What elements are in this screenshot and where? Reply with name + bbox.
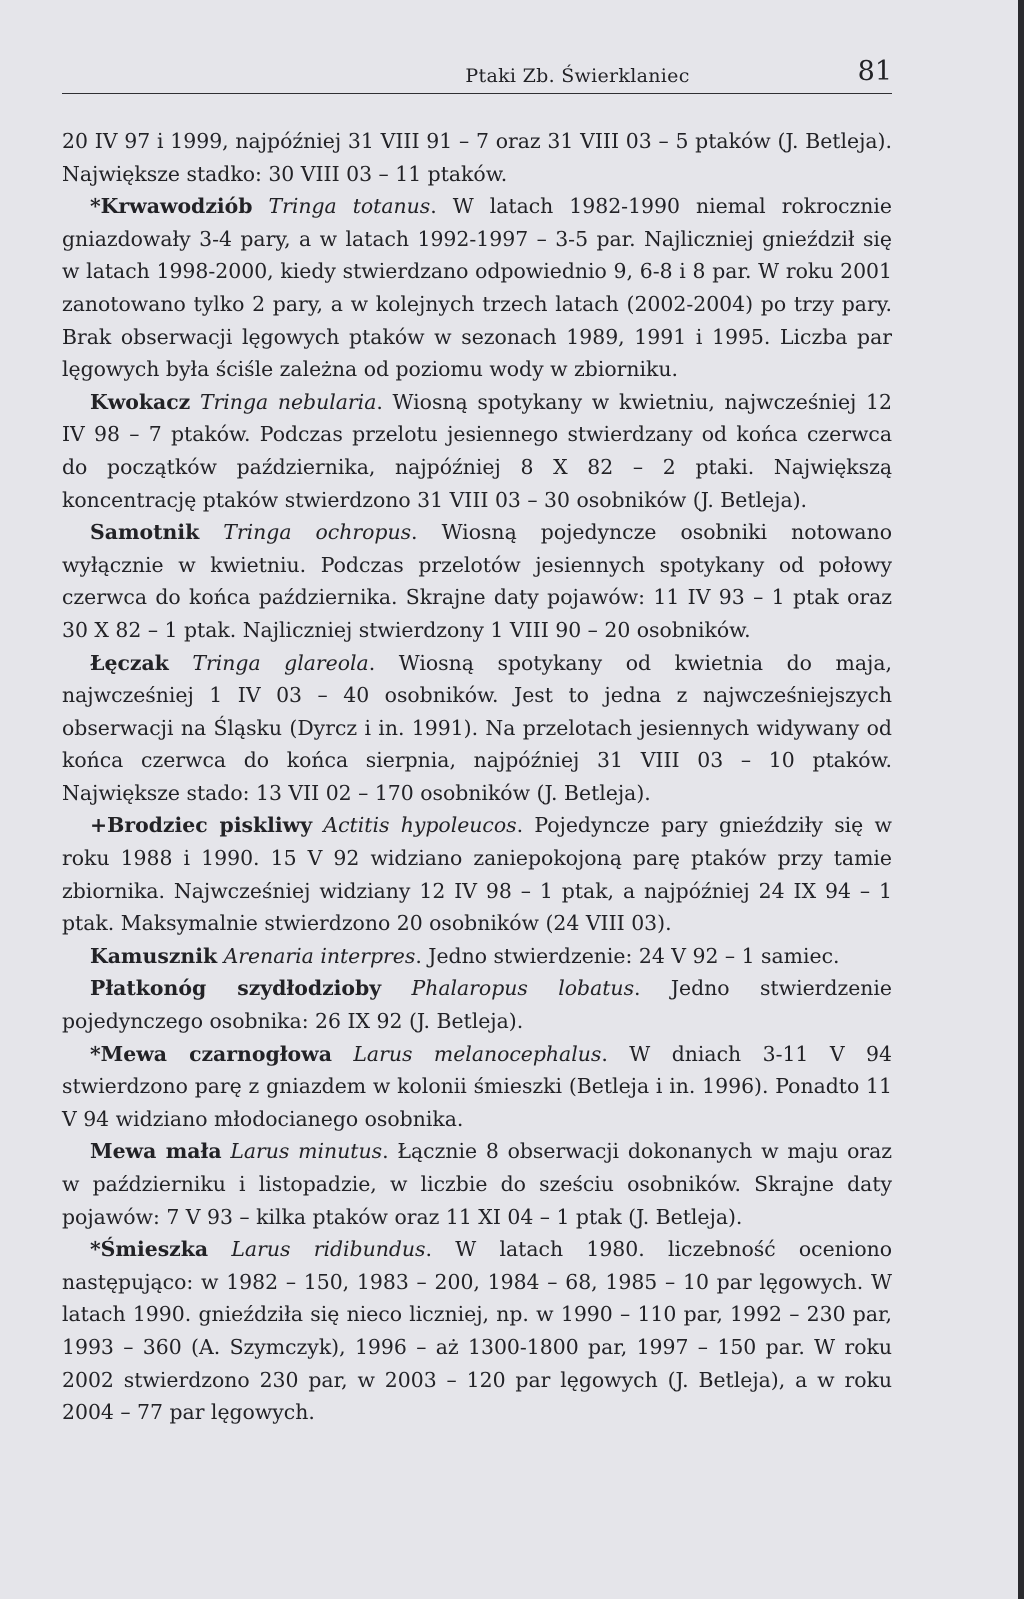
species-name: Mewa mała xyxy=(90,1139,222,1164)
species-entry xyxy=(62,190,892,386)
species-entry xyxy=(62,972,892,1037)
species-latin: Actitis hypoleucos xyxy=(323,813,517,838)
species-entry xyxy=(62,1135,892,1233)
species-latin: Tringa glareola xyxy=(192,650,369,675)
species-text: . Wiosną spotykany w kwietniu, najwcześniej 12 IV 98 – 7 ptaków. Podczas przelotu jesiennego stwierdzany od końca czerwca do początków października, najpóźniej 8 X 82 – 2 ptaki. Największą koncentrację ptaków stwierdzono 31 VIII 03 – 30 osobników (J. Betleja). xyxy=(62,389,892,512)
species-entry xyxy=(62,647,892,810)
species-latin: Larus minutus xyxy=(230,1139,383,1164)
species-latin: Phalaropus lobatus xyxy=(411,976,635,1001)
species-entry xyxy=(62,809,892,939)
species-entry xyxy=(62,1233,892,1429)
species-latin: Larus ridibundus xyxy=(231,1237,426,1262)
page-number: 81 xyxy=(857,56,892,87)
species-latin: Arenaria interpres xyxy=(223,943,416,968)
page-header xyxy=(62,56,892,94)
species-latin: Tringa nebularia xyxy=(199,389,377,414)
species-name: Kwokacz xyxy=(90,389,191,414)
paragraph-text: 20 IV 97 i 1999, najpóźniej 31 VIII 91 – 7 oraz 31 VIII 03 – 5 ptaków (J. Betleja). Największe stadko: 30 VIII 03 – 11 ptaków. xyxy=(62,129,892,186)
running-title: Ptaki Zb. Świerklaniec xyxy=(465,65,690,87)
species-prefix: * xyxy=(90,194,101,219)
page-body xyxy=(62,125,892,1429)
species-text: . Wiosną pojedyncze osobniki notowano wyłącznie w kwietniu. Podczas przelotów jesiennych spotykany od połowy czerwca do końca października. Skrajne daty pojawów: 11 IV 93 – 1 ptak oraz 30 X 82 – 1 ptak. Najliczniej stwierdzony 1 VIII 90 – 20 osobników. xyxy=(62,520,892,642)
species-name: Łęczak xyxy=(90,650,169,675)
species-text: . W dniach 3-11 V 94 stwierdzono parę z gniazdem w kolonii śmieszki (Betleja i in. 1996). Ponadto 11 V 94 widziano młodocianego osobnika. xyxy=(62,1041,893,1131)
species-name: Płatkonóg szydłodzioby xyxy=(90,976,382,1001)
species-entry xyxy=(62,940,892,973)
species-text: . W latach 1980. liczebność oceniono następująco: w 1982 – 150, 1983 – 200, 1984 – 68, 1985 – 10 par lęgowych. W latach 1990. gnieździła się nieco liczniej, np. w 1990 – 110 par, 1992 – 230 par, 1993 – 360 (A. Szymczyk), 1996 – aż 1300-1800 par, 1997 – 150 par. W roku 2002 stwierdzono 230 par, w 2003 – 120 par lęgowych (J. Betleja), a w roku 2004 – 77 par lęgowych. xyxy=(62,1237,893,1425)
species-name: Brodziec piskliwy xyxy=(107,813,313,838)
species-latin: Tringa totanus xyxy=(268,194,431,219)
species-latin: Tringa ochropus xyxy=(223,520,412,545)
species-text: . Pojedyncze pary gnieździły się w roku 1988 i 1990. 15 V 92 widziano zaniepokojoną parę ptaków przy tamie zbiornika. Najwcześniej widziany 12 IV 98 – 1 ptak, a najpóźniej 24 IX 94 – 1 ptak. Maksymalnie stwierdzono 20 osobników (24 VIII 03). xyxy=(62,813,893,936)
species-name: Krwawodziób xyxy=(100,194,253,219)
species-name: Śmieszka xyxy=(100,1237,209,1262)
species-text: . Łącznie 8 obserwacji dokonanych w maju oraz w październiku i listopadzie, w liczbie do sześciu osobników. Skrajne daty pojawów: 7 V 93 – kilka ptaków oraz 11 XI 04 – 1 ptak (J. Betleja). xyxy=(62,1139,892,1229)
paragraph-continued xyxy=(62,125,892,190)
species-text: . Jedno stwierdzenie: 24 V 92 – 1 samiec. xyxy=(415,943,840,968)
species-name: Mewa czarnogłowa xyxy=(100,1041,332,1066)
species-name: Kamusznik xyxy=(90,943,218,968)
species-entry xyxy=(62,386,892,516)
species-text: . Wiosną spotykany od kwietnia do maja, najwcześniej 1 IV 03 – 40 osobników. Jest to jedna z najwcześniejszych obserwacji na Śląsku (Dyrcz i in. 1991). Na przelotach jesiennych widywany od końca czerwca do końca sierpnia, najpóźniej 31 VIII 03 – 10 ptaków. Największe stado: 13 VII 02 – 170 osobników (J. Betleja). xyxy=(62,650,892,805)
species-prefix: + xyxy=(90,813,108,838)
species-entry xyxy=(62,1038,892,1136)
species-latin: Larus melanocephalus xyxy=(353,1041,602,1066)
species-prefix: * xyxy=(90,1237,101,1262)
species-text: . Jedno stwierdzenie pojedynczego osobnika: 26 IX 92 (J. Betleja). xyxy=(62,976,892,1034)
species-entry xyxy=(62,516,892,646)
species-name: Samotnik xyxy=(90,520,200,545)
species-prefix: * xyxy=(90,1041,101,1066)
species-text: . W latach 1982-1990 niemal rokrocznie gniazdowały 3-4 pary, a w latach 1992-1997 – 3-5 par. Najliczniej gnieździł się w latach 1998-2000, kiedy stwierdzano odpowiednio 9, 6-8 i 8 par. W roku 2001 zanotowano tylko 2 pary, a w kolejnych trzech latach (2002-2004) po trzy pary. Brak obserwacji lęgowych ptaków w sezonach 1989, 1991 i 1995. Liczba par lęgowych była ściśle zależna od poziomu wody w zbiorniku. xyxy=(62,194,892,382)
